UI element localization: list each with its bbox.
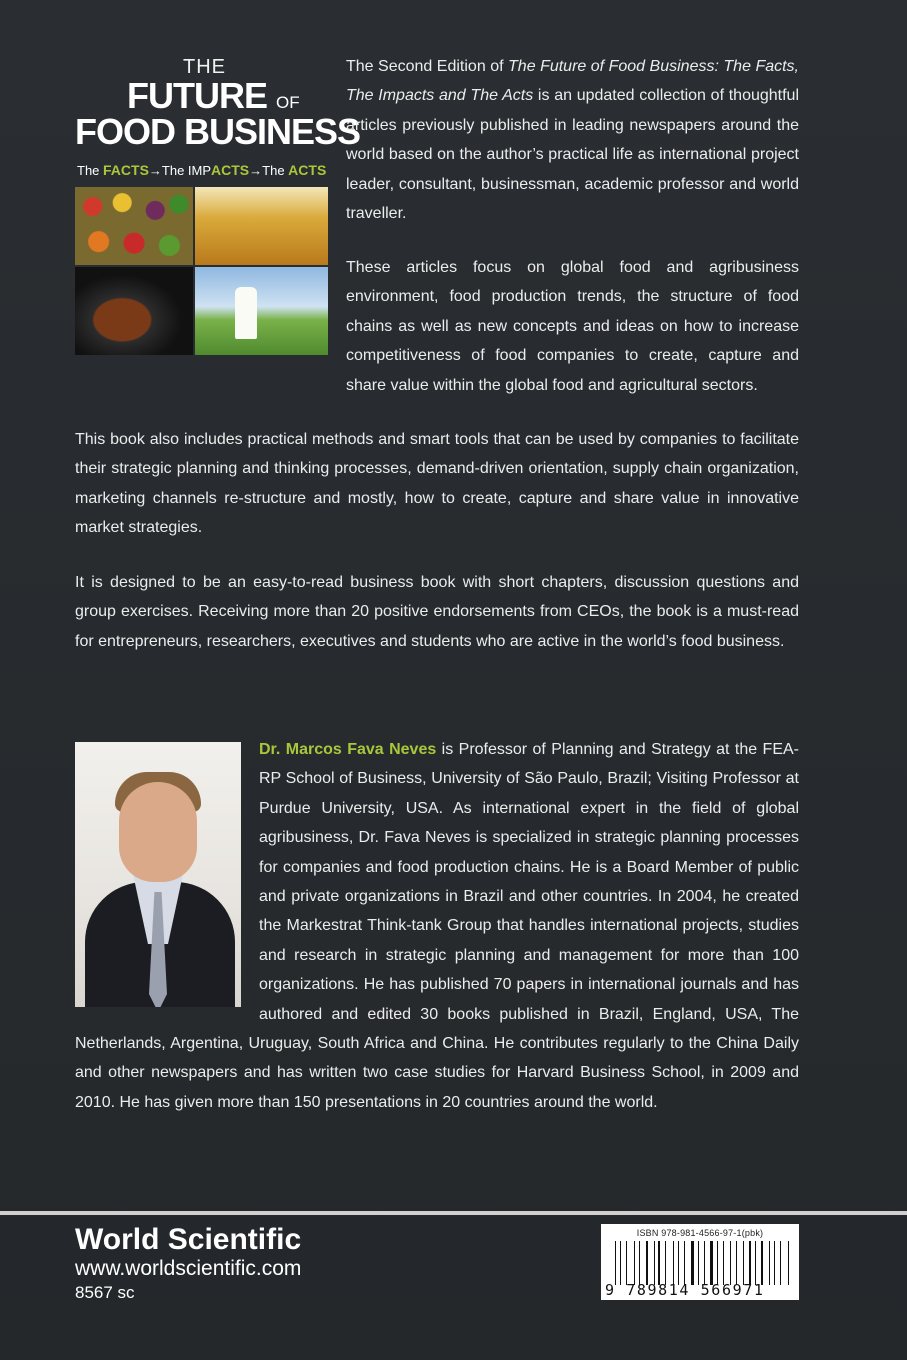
barcode-bar	[668, 1241, 670, 1285]
barcode-bar	[655, 1241, 656, 1285]
blurb-paragraph-2: These articles focus on global food and agribusiness environment, food production trends, the structure of food chains as well as new concepts and ideas on how to increase competitiveness of food companies to create, capture and share value within the global food and agricultural sectors.	[346, 259, 799, 394]
barcode-bar	[691, 1241, 693, 1285]
dairy-image	[195, 267, 328, 355]
barcode-bar	[714, 1241, 716, 1285]
barcode-bar	[749, 1241, 751, 1285]
barcode-bar	[646, 1241, 648, 1285]
barcode-bar	[702, 1241, 703, 1285]
barcode-digits: 9 789814 566971	[605, 1281, 765, 1299]
blurb-paragraph-4: It is designed to be an easy-to-read business book with short chapters, discussion questions and group exercises. Receiving more than 20 positive endorsements from CEOs, the book is a must-read for entrepreneurs, researchers, executives and students who are active in the world’s food business.	[75, 574, 799, 650]
barcode-bar	[743, 1241, 744, 1285]
barcode-bar	[643, 1241, 645, 1285]
author-name: Dr. Marcos Fava Neves	[259, 741, 437, 758]
barcode-bar	[740, 1241, 742, 1285]
footer-divider	[0, 1211, 907, 1215]
barcode-bar	[624, 1241, 625, 1285]
barcode-bar	[769, 1241, 771, 1285]
barcode-bar	[765, 1241, 766, 1285]
barcode-bar	[654, 1241, 655, 1285]
barcode-bar	[678, 1241, 680, 1285]
barcode-bar	[752, 1241, 754, 1285]
barcode-bar	[620, 1241, 622, 1285]
barcode-bar	[780, 1241, 782, 1285]
barcode-bar	[634, 1241, 636, 1285]
cover-title-the: THE	[183, 56, 226, 78]
barcode-bar	[695, 1241, 696, 1285]
barcode-bar	[707, 1241, 708, 1285]
barcode-bar	[684, 1241, 685, 1285]
barcode-bar	[636, 1241, 637, 1285]
publisher-website: www.worldscientific.com	[75, 1257, 302, 1280]
barcode-bar	[736, 1241, 737, 1285]
product-code: 8567 sc	[75, 1283, 135, 1302]
barcode-bar	[710, 1241, 712, 1285]
barcode-bar	[675, 1241, 676, 1285]
blurb-paragraph-1: The Second Edition of The Future of Food Business: The Facts, The Impacts and The Acts is an updated collection of thoughtful articles previously published in leading newspapers around the world based on the author’s practical life as international project leader, consultant, businessman, academic professor and world traveller.	[346, 58, 799, 223]
isbn-label: ISBN 978-981-4566-97-1(pbk)	[636, 1228, 764, 1238]
meat-dish-image	[75, 267, 193, 355]
barcode-bar	[774, 1241, 775, 1285]
barcode-bar	[732, 1241, 734, 1285]
barcode-bars	[615, 1241, 793, 1285]
barcode-bar	[717, 1241, 718, 1285]
publisher-name: World Scientific	[75, 1223, 302, 1256]
cover-title-future: FUTURE OF	[127, 75, 300, 116]
barcode-bar	[698, 1241, 700, 1285]
barcode-bar	[629, 1241, 631, 1285]
barcode-bar	[704, 1241, 705, 1285]
cover-tagline: The FACTS→The IMPACTS→The ACTS	[77, 162, 327, 178]
barcode-bar	[745, 1241, 746, 1285]
barcode-bar	[790, 1241, 791, 1285]
barcode-bar	[771, 1241, 772, 1285]
barcode-bar	[658, 1241, 660, 1285]
barcode-bar	[665, 1241, 666, 1285]
barcode-bar	[721, 1241, 722, 1285]
barcode-bar	[788, 1241, 789, 1285]
cover-thumbnail	[75, 55, 361, 355]
barcode-bar	[723, 1241, 725, 1285]
barcode-bar	[778, 1241, 779, 1285]
cover-title-food-business: FOOD BUSINESS	[75, 111, 361, 152]
barcode-bar	[682, 1241, 683, 1285]
barcode-bar	[673, 1241, 674, 1285]
barcode-bar	[783, 1241, 785, 1285]
author-bio: Dr. Marcos Fava Neves is Professor of Planning and Strategy at the FEA-RP School of Business, University of São Paulo, Brazil; Visiting Professor at Purdue University, USA. As international expert in the field of global agribusiness, Dr. Fava Neves is specialized in strategic planning processes for companies and food production chains. He is a Board Member of public and private organizations in Brazil and other countries. In 2004, he created the Markestrat Think-tank Group that handles international projects, studies and research in strategic planning and management for more than 100 organizations. He has published 70 papers in international journals and has authored and edited 30 books published in Brazil, England, USA, The Netherlands, Argentina, Uruguay, South Africa and China. He contributes regularly to the China Daily and other newspapers and has written two case studies for Harvard Business School, in 2009 and 2010. He has given more than 150 presentations in 20 countries around the world.	[75, 741, 799, 1111]
barcode-bar	[663, 1241, 665, 1285]
barcode-bar	[615, 1241, 616, 1285]
barcode-bar	[730, 1241, 731, 1285]
vegetables-image	[75, 187, 193, 265]
barcode-bar	[617, 1241, 618, 1285]
barcode-bar	[759, 1241, 760, 1285]
barcode-bar	[626, 1241, 627, 1285]
barcode-bar	[650, 1241, 651, 1285]
wheat-image	[195, 187, 328, 265]
cover-image-grid	[75, 187, 328, 355]
blurb-paragraph-3: This book also includes practical methods and smart tools that can be used by companies to facilitate their strategic planning and thinking processes, demand-driven orientation, supply chain organization, marketing channels re-structure and mostly, how to create, capture and share value in innovative market strategies.	[75, 431, 799, 537]
barcode-bar	[761, 1241, 763, 1285]
barcode-bar	[687, 1241, 689, 1285]
barcode-bar	[726, 1241, 727, 1285]
barcode-bar	[755, 1241, 756, 1285]
isbn-barcode	[601, 1224, 799, 1300]
barcode-bar	[639, 1241, 640, 1285]
